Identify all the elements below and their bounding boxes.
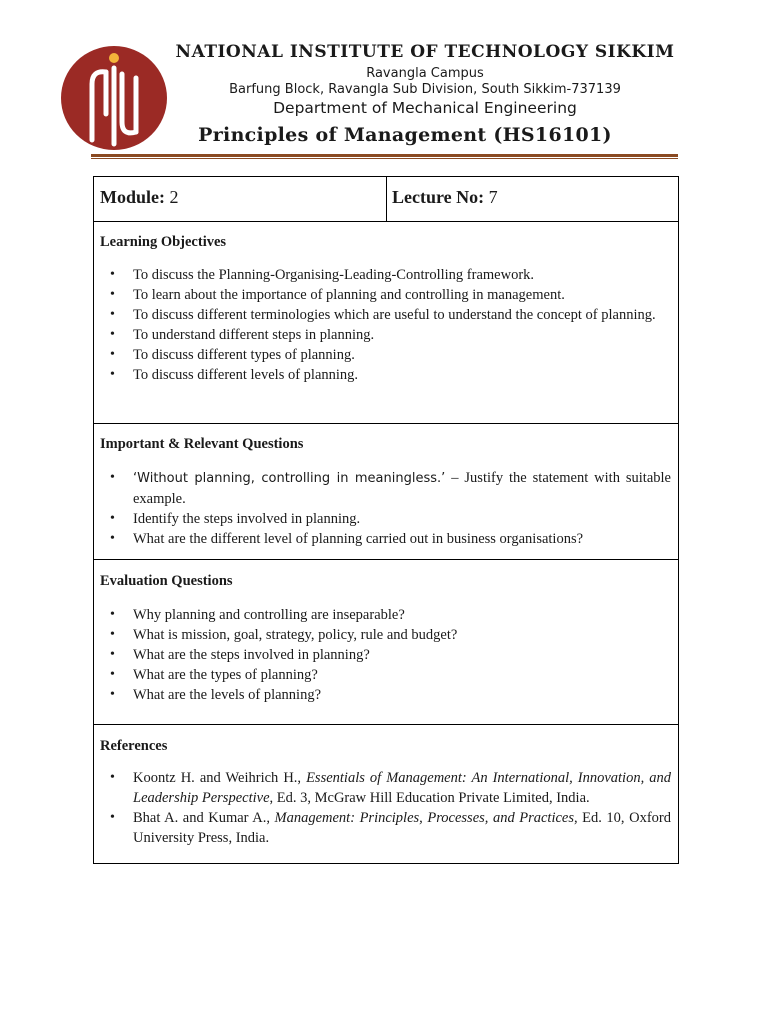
list-item: • What is mission, goal, strategy, policy, rule and budget? xyxy=(94,625,678,645)
module-cell xyxy=(94,177,387,221)
reference-title: Management: Principles, Processes, and Practices xyxy=(274,810,574,826)
list-item: • Why planning and controlling are inseparable? xyxy=(94,605,678,625)
evaluation-list xyxy=(94,605,678,705)
header-rule xyxy=(91,154,678,157)
header-rule-thin xyxy=(91,158,678,159)
list-item: • To discuss different levels of planning. xyxy=(94,365,678,385)
reference-details: , Ed. 10, Oxford University Press, India. xyxy=(133,810,671,846)
list-item: • To discuss different terminologies which are useful to understand the concept of planning. xyxy=(94,305,678,325)
objectives-list xyxy=(94,265,678,385)
list-item: • To discuss different types of planning. xyxy=(94,345,678,365)
objectives-heading: Learning Objectives xyxy=(100,234,227,250)
important-list xyxy=(94,468,678,549)
address: Barfung Block, Ravangla Sub Division, South Sikkim-737139 xyxy=(229,82,621,97)
important-heading: Important & Relevant Questions xyxy=(100,436,304,452)
department-name: Department of Mechanical Engineering xyxy=(273,99,577,117)
campus-name: Ravangla Campus xyxy=(366,66,484,81)
list-item: • To learn about the importance of planning and controlling in management. xyxy=(94,285,678,305)
module-label: Module: xyxy=(100,187,165,207)
important-questions-section xyxy=(94,423,678,560)
lecture-cell xyxy=(386,177,678,221)
lecture-label: Lecture No: xyxy=(392,187,485,207)
lecture-value: 7 xyxy=(488,187,498,207)
evaluation-heading: Evaluation Questions xyxy=(100,573,233,589)
list-item: • What are the levels of planning? xyxy=(94,685,678,705)
list-item: • To understand different steps in planning. xyxy=(94,325,678,345)
list-item: • What are the types of planning? xyxy=(94,665,678,685)
references-section xyxy=(94,724,678,864)
course-title: Principles of Management (HS16101) xyxy=(198,124,612,146)
reference-item xyxy=(94,768,678,808)
lecture-table xyxy=(93,176,679,864)
institute-name: NATIONAL INSTITUTE OF TECHNOLOGY SIKKIM xyxy=(175,42,675,62)
module-value: 2 xyxy=(169,187,179,207)
reference-details: , Ed. 3, McGraw Hill Education Private Limited, India. xyxy=(269,790,590,806)
list-item: • What are the different level of planning carried out in business organisations? xyxy=(94,529,678,549)
list-item: • To discuss the Planning-Organising-Leading-Controlling framework. xyxy=(94,265,678,285)
reference-authors: Koontz H. and Weihrich H., xyxy=(133,770,307,786)
quoted-statement: ‘Without planning, controlling in meaningless.’ xyxy=(133,471,446,486)
references-list xyxy=(94,768,678,848)
list-item: • What are the steps involved in planning? xyxy=(94,645,678,665)
reference-item xyxy=(94,808,678,848)
objectives-section xyxy=(94,221,678,424)
reference-authors: Bhat A. and Kumar A., xyxy=(133,810,275,826)
module-lecture-row xyxy=(94,177,678,222)
evaluation-section xyxy=(94,559,678,725)
list-item xyxy=(94,468,678,509)
references-heading: References xyxy=(100,738,168,754)
question-text: – Justify the statement with suitable example. xyxy=(133,470,671,507)
reference-title: Essentials of Management: An International, Innovation, and Leadership Perspective xyxy=(133,770,671,806)
list-item: • Identify the steps involved in planning. xyxy=(94,509,678,529)
